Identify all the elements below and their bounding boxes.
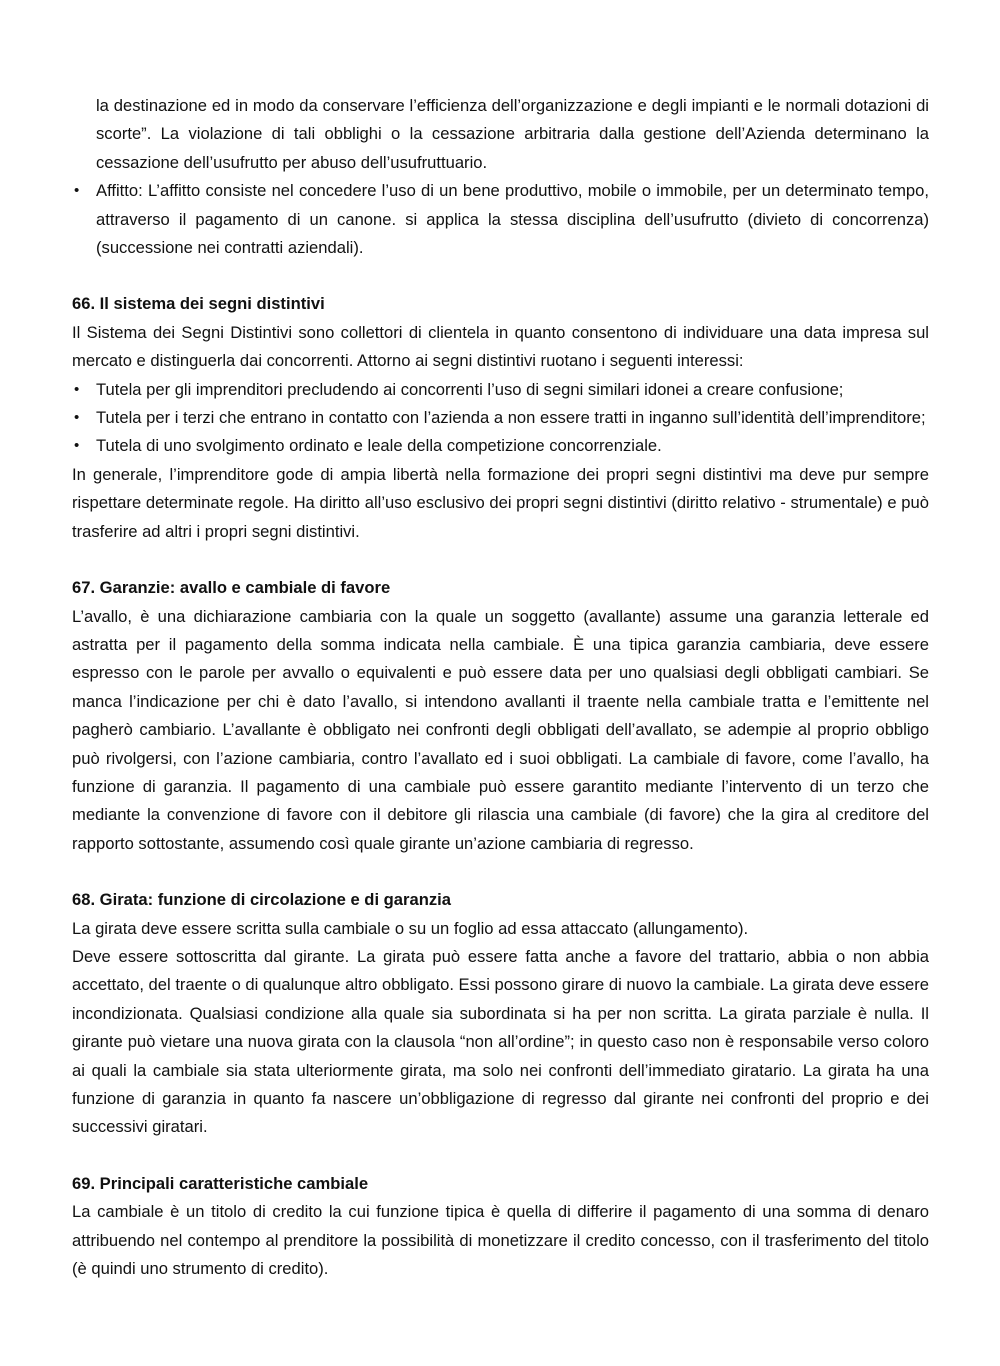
- document-page: [72, 92, 929, 1283]
- bullet-item: • Tutela per gli imprenditori precludendo ai concorrenti l’uso di segni similari idonei a creare confusione;: [72, 376, 929, 404]
- section-heading: 66. Il sistema dei segni distintivi: [72, 294, 325, 314]
- paragraph: La girata deve essere scritta sulla cambiale o su un foglio ad essa attaccato (allungamento).: [72, 918, 749, 938]
- spacer: [72, 262, 929, 290]
- intro-bullet-list: [72, 177, 929, 262]
- section-heading: 68. Girata: funzione di circolazione e di garanzia: [72, 890, 451, 910]
- continuation-paragraph: la destinazione ed in modo da conservare l’efficienza dell’organizzazione e degli impianti e le normali dotazioni di scorte”. La violazione di tali obblighi o la cessazione arbitraria dalla gestione dell’Azienda determinano la cessazione dell’usufrutto per abuso dell’usufruttuario.: [96, 96, 929, 172]
- section-heading: 69. Principali caratteristiche cambiale: [72, 1173, 369, 1193]
- paragraph: Deve essere sottoscritta dal girante. La girata può essere fatta anche a favore del trattario, abbia o non abbia accettato, del traente o di qualunque altro obbligato. Essi possono girare di nuovo la cambiale. La girata deve essere incondizionata. Qualsiasi condizione alla quale sia subordinata si ha per non scritta. La girata parziale è nulla. Il girante può vietare una nuova girata con la clausola “non all’ordine”; in questo caso non è responsabile verso coloro ai quali la cambiale sia stata ulteriormente girata, ma solo nei confronti dell’immediato giratario. La girata ha una funzione di garanzia in quanto fa nascere un’obbligazione di regresso dal girante nei confronti del proprio e dei successivi giratari.: [72, 946, 929, 1137]
- spacer: [72, 546, 929, 574]
- paragraph: L’avallo, è una dichiarazione cambiaria con la quale un soggetto (avallante) assume una garanzia letterale ed astratta per il pagamento della somma indicata nella cambiale. È una tipica garanzia cambiaria, deve essere espresso con le parole per avvallo o equivalenti e può essere data per uno qualsiasi degli obbligati cambiari. Se manca l’indicazione per chi è dato l’avallo, si intendono avallanti il traente nella cambiale tratta e l’emittente nel pagherò cambiario. L’avallante è obbligato nei confronti degli obbligati dell’avallato, se adempie al proprio obbligo può rivolgersi, con l’azione cambiaria, contro l’avallato ed i suoi obbligati. La cambiale di favore, come l’avallo, ha funzione di garanzia. Il pagamento di una cambiale può essere garantito mediante l’intervento di un terzo che mediante la convenzione di favore con il debitore gli rilascia una cambiale (di favore) che la gira al creditore del rapporto sottostante, assumendo così quale girante un’azione cambiaria di regresso.: [72, 606, 929, 853]
- paragraph: Il Sistema dei Segni Distintivi sono collettori di clientela in quanto consentono di individuare una data impresa sul mercato e distinguerla dai concorrenti. Attorno ai segni distintivi ruotano i seguenti interessi:: [72, 322, 929, 371]
- section-heading: 67. Garanzie: avallo e cambiale di favore: [72, 578, 391, 598]
- paragraph: In generale, l’imprenditore gode di ampia libertà nella formazione dei propri segni distintivi ma deve pur sempre rispettare determinate regole. Ha diritto all’uso esclusivo dei propri segni distintivi (diritto relativo - strumentale) e può trasferire ad altri i propri segni distintivi.: [72, 464, 929, 541]
- spacer: [72, 858, 929, 886]
- bullet-item: • Affitto: L’affitto consiste nel concedere l’uso di un bene produttivo, mobile o immobile, per un determinato tempo, attraverso il pagamento di un canone. si applica la stessa disciplina dell’usufrutto (divieto di concorrenza) (successione nei contratti aziendali).: [72, 177, 929, 262]
- bullet-item: • Tutela per i terzi che entrano in contatto con l’azienda a non essere tratti in inganno sull’identità dell’imprenditore;: [72, 404, 929, 432]
- bullet-list: [72, 376, 929, 461]
- paragraph: La cambiale è un titolo di credito la cui funzione tipica è quella di differire il pagamento di una somma di denaro attribuendo nel contempo al prenditore la possibilità di monetizzare il credito concesso, con il trasferimento del titolo (è quindi uno strumento di credito).: [72, 1202, 929, 1279]
- spacer: [72, 1142, 929, 1170]
- bullet-item: • Tutela di uno svolgimento ordinato e leale della competizione concorrenziale.: [72, 432, 929, 460]
